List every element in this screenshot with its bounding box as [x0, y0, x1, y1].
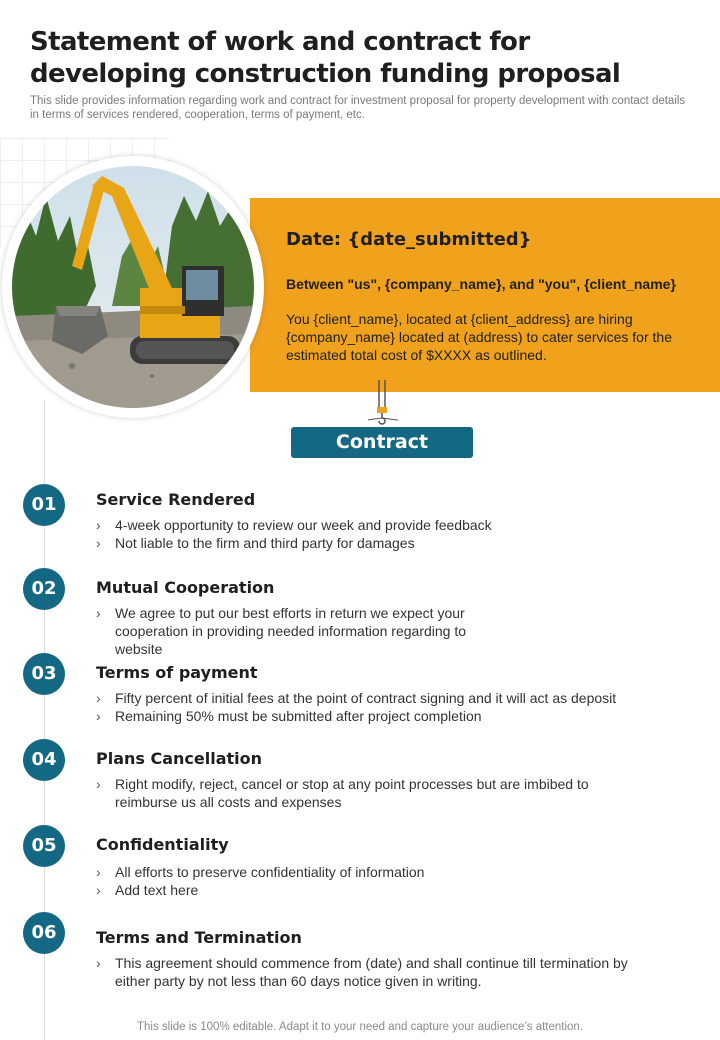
item-number: 04: [23, 739, 65, 781]
item-title: Service Rendered: [96, 490, 256, 509]
chevron-right-icon: ›: [96, 776, 101, 792]
chevron-right-icon: ›: [96, 605, 101, 621]
item-title: Terms of payment: [96, 663, 258, 682]
chevron-right-icon: ›: [96, 690, 101, 706]
hook-icon: [368, 380, 398, 430]
item-title: Mutual Cooperation: [96, 578, 275, 597]
date-label: Date: {date_submitted}: [286, 229, 532, 250]
chevron-right-icon: ›: [96, 708, 101, 724]
bullet-item: › 4-week opportunity to review our week and provide feedback: [96, 517, 492, 533]
chevron-right-icon: ›: [96, 882, 101, 898]
footer-note: This slide is 100% editable. Adapt it to your need and capture your audience’s attention.: [136, 1021, 584, 1033]
page-subtitle: This slide provides information regarding work and contract for investment proposal for property development with contact details in terms of services rendered, cooperation, terms of payment, etc.: [30, 95, 686, 121]
intro-description: You {client_name}, located at {client_address} are hiring {company_name} located at (address) to cater services for the estimated total cost of $XXXX as outlined.: [286, 311, 672, 363]
chevron-right-icon: ›: [96, 535, 101, 551]
item-title: Plans Cancellation: [96, 749, 263, 768]
item-title: Terms and Termination: [96, 928, 302, 947]
between-label: Between "us", {company_name}, and "you", {client_name}: [286, 276, 676, 292]
excavator-photo: [12, 166, 254, 408]
item-title: Confidentiality: [96, 835, 229, 854]
bullet-item: › We agree to put our best efforts in return we expect your cooperation in providing needed information regarding to website: [96, 605, 467, 657]
chevron-right-icon: ›: [96, 955, 101, 971]
page-title: Statement of work and contract for developing construction funding proposal: [30, 27, 621, 89]
bullet-item: › Remaining 50% must be submitted after project completion: [96, 708, 482, 724]
item-number: 02: [23, 568, 65, 610]
bullet-item: › Add text here: [96, 882, 199, 898]
bullet-item: › Fifty percent of initial fees at the point of contract signing and it will act as deposit: [96, 690, 617, 706]
item-number: 01: [23, 484, 65, 526]
bullet-item: › Right modify, reject, cancel or stop at any point processes but are imbibed to reimburse us all costs and expenses: [96, 776, 589, 810]
chevron-right-icon: ›: [96, 517, 101, 533]
bullet-item: › All efforts to preserve confidentiality of information: [96, 864, 425, 880]
item-number: 05: [23, 825, 65, 867]
bullet-item: › This agreement should commence from (date) and shall continue till termination by either party by not less than 60 days notice given in writing.: [96, 955, 628, 989]
item-number: 06: [23, 912, 65, 954]
bullet-item: › Not liable to the firm and third party for damages: [96, 535, 415, 551]
item-number: 03: [23, 653, 65, 695]
chevron-right-icon: ›: [96, 864, 101, 880]
contract-banner: Contract: [291, 427, 473, 458]
